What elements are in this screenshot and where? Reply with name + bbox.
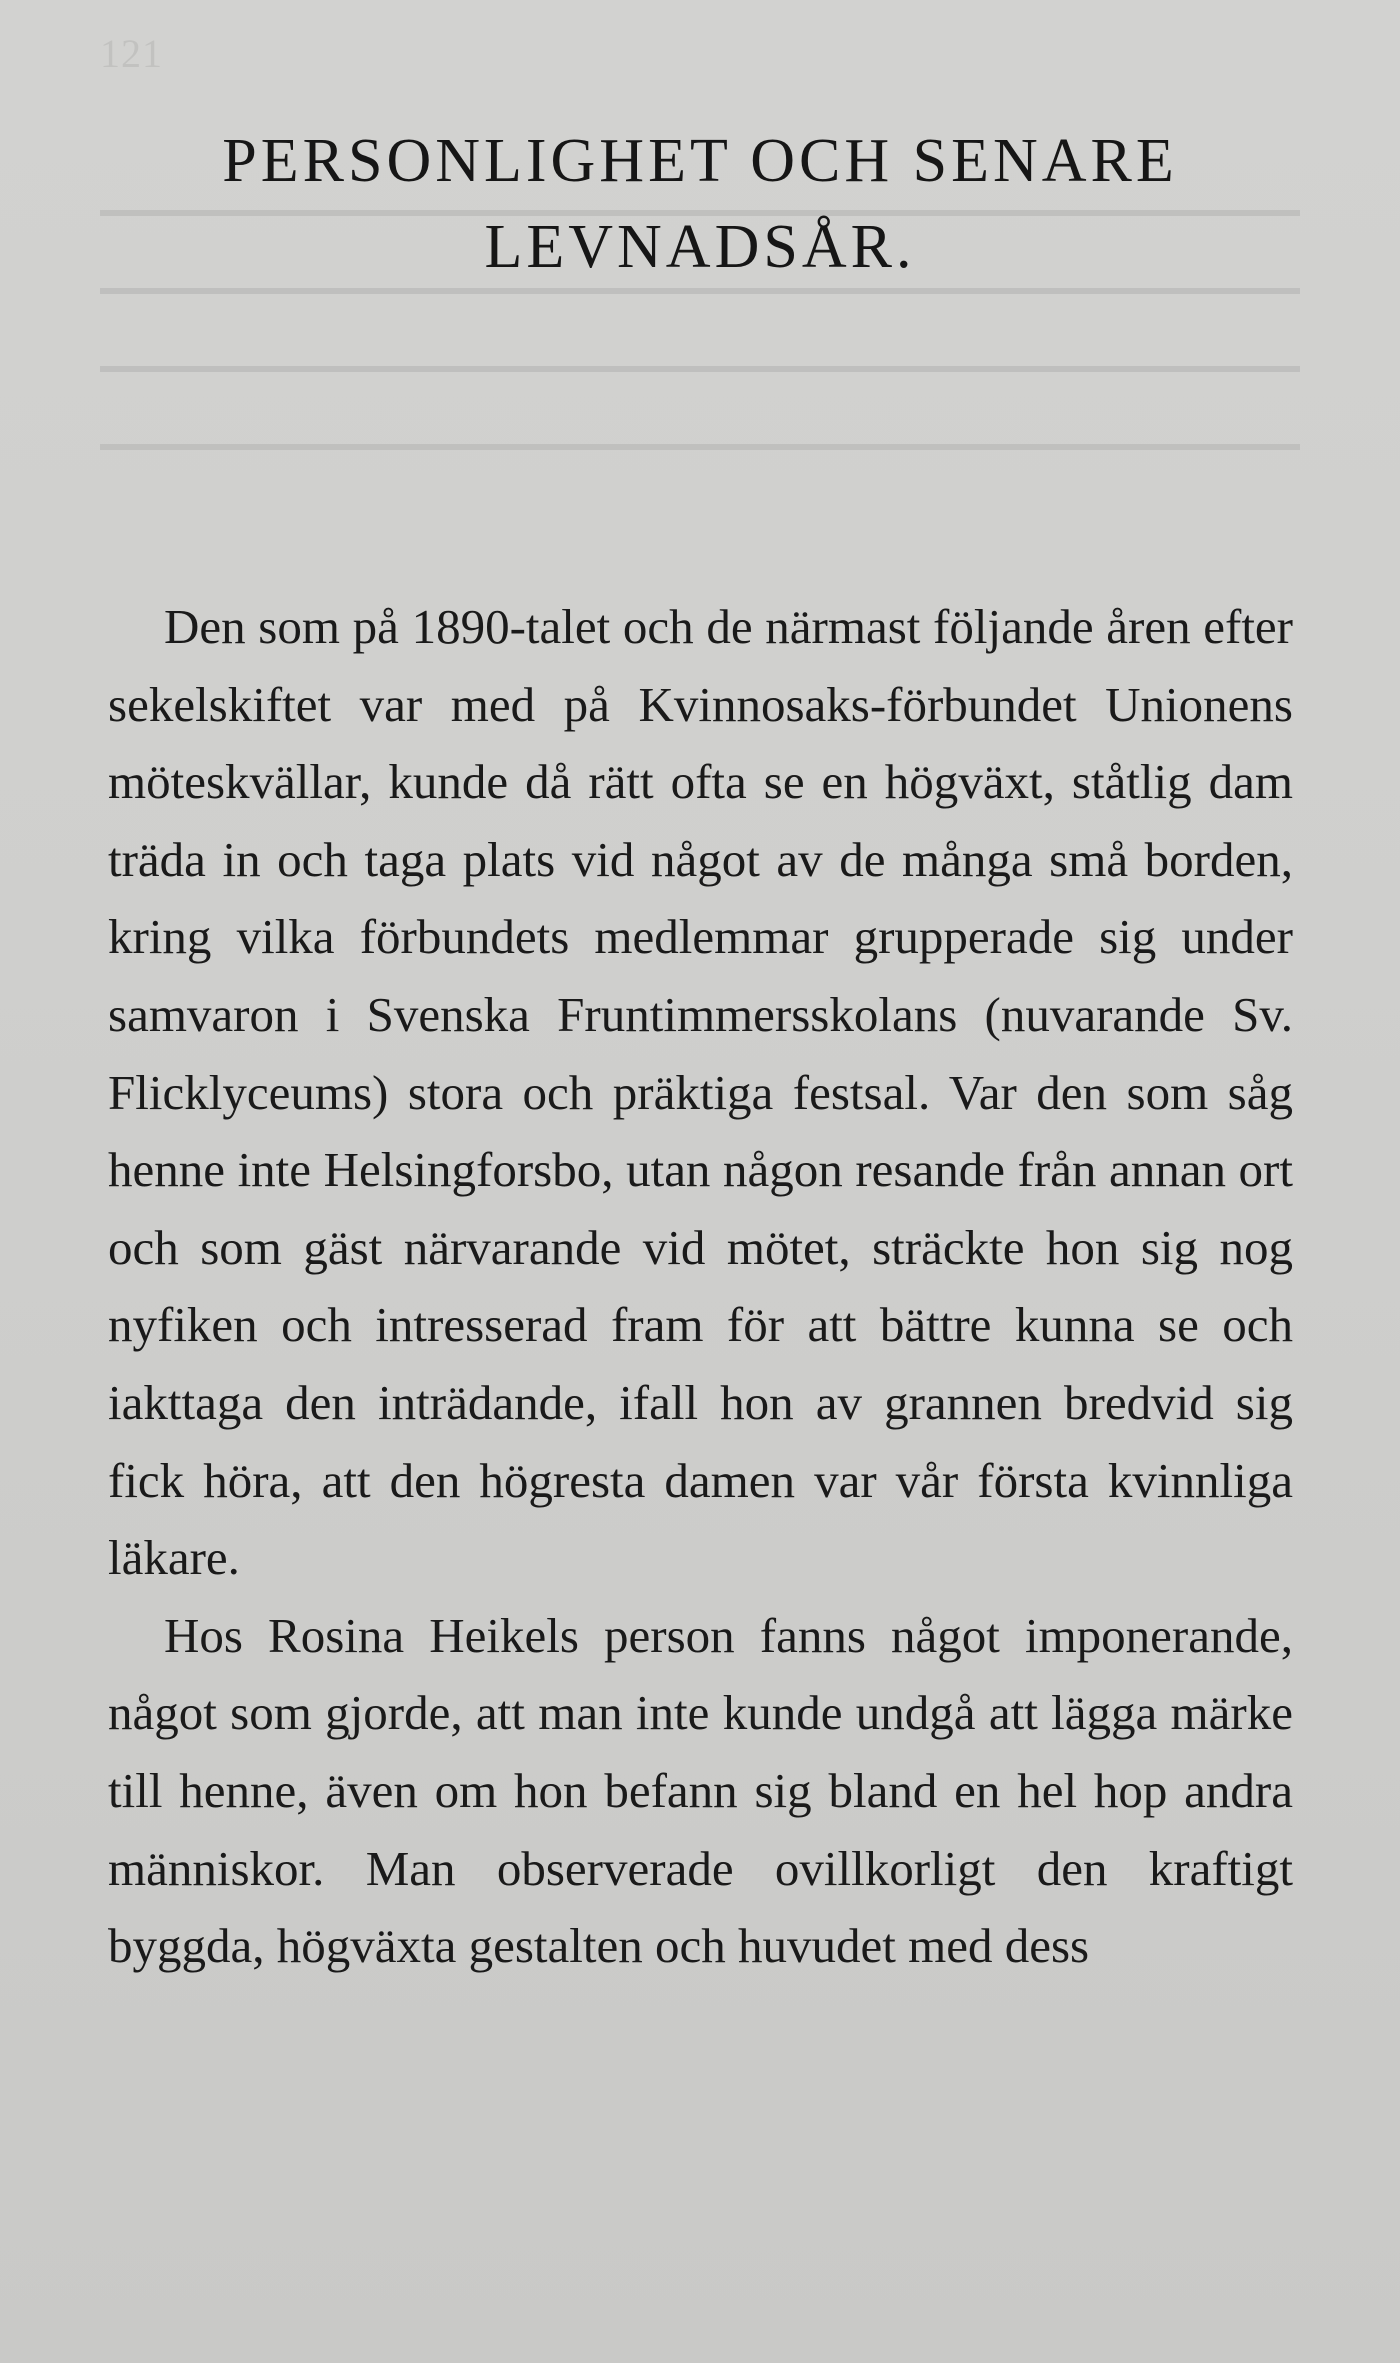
paragraph-2: Hos Rosina Heikels person fanns något imponerande, något som gjorde, att man inte kunde undgå att lägga märke till henne, även om hon befann sig bland en hel hop andra människor. Man observerade ovillkorligt den kraftigt byggda, högväxta gestalten och huvudet med dess (108, 1607, 1293, 1974)
chapter-title (100, 118, 1300, 290)
paragraph-1: Den som på 1890-talet och de närmast följande åren efter sekelskiftet var med på Kvinnosaks-förbundet Unionens möteskvällar, kunde då rätt ofta se en högväxt, ståtlig dam träda in och taga plats vid något av de många små borden, kring vilka förbundets medlemmar grupperade sig under samvaron i Svenska Fruntimmersskolans (nuvarande Sv. Flicklyceums) stora och präktiga festsal. Var den som såg henne inte Helsingforsbo, utan någon resande från annan ort och som gäst närvarande vid mötet, sträckte hon sig nog nyfiken och intresserad fram för att bättre kunna se och iakttaga den inträdande, ifall hon av grannen bredvid sig fick höra, att den högresta damen var vår första kvinnliga läkare. (108, 599, 1293, 1586)
body-text (108, 588, 1293, 1985)
chapter-title-line-1: PERSONLIGHET OCH SENARE (222, 127, 1178, 195)
chapter-title-line-2: LEVNADSÅR. (484, 213, 916, 281)
page-number: 121 (100, 31, 163, 76)
